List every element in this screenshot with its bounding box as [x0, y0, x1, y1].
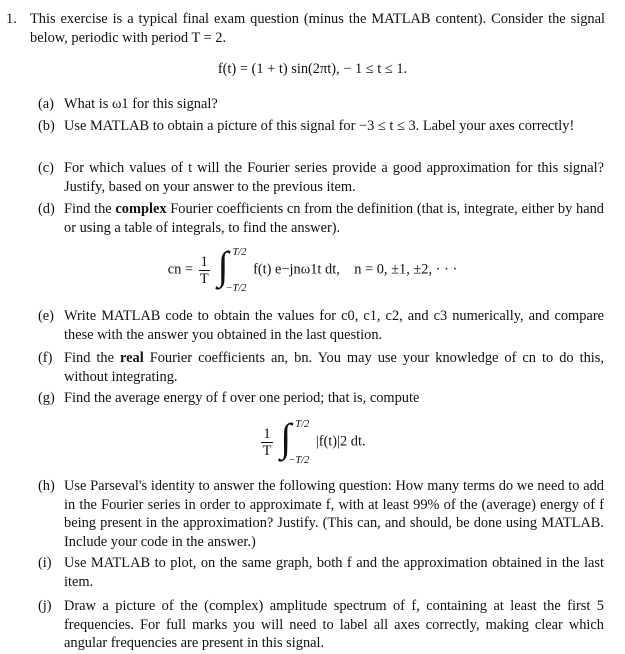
emphasis-bold: real — [119, 350, 144, 366]
item-label: (i) — [38, 555, 52, 571]
item-label: (a) — [38, 96, 54, 112]
item-text: Draw a picture of the (complex) amplitude spectrum of f, containing at least the first 5 frequencies. For full marks you will need to label all axes correctly, making clear which angular frequencies are present in this signal. — [64, 598, 604, 651]
item-label: (g) — [38, 390, 55, 406]
item-text: Find the average energy of f over one period; that is, compute — [64, 390, 420, 406]
item-label: (h) — [38, 478, 55, 494]
item-label: (f) — [38, 350, 53, 366]
integral-sign: ∫ T/2 −T/2 — [217, 243, 247, 294]
item-text: For which values of t will the Fourier series provide a good approximation for this signal? Justify, based on your answer to the previous item. — [64, 160, 604, 195]
fraction: $\frac{1}{T}$ — [262, 425, 272, 459]
item-text: Use MATLAB to plot, on the same graph, both f and the approximation obtained in the last item. — [64, 555, 604, 590]
item-label: (d) — [38, 201, 55, 217]
item-label: (c) — [38, 160, 54, 176]
energy-equation — [0, 415, 625, 466]
coef-integrand: f(t) e−jnω1t dt, — [253, 261, 340, 278]
question-number: 1. — [6, 11, 17, 27]
intro-text: This exercise is a typical final exam question (minus the MATLAB content). Consider the signal below, periodic with period T = 2. — [30, 11, 605, 46]
coefficient-equation — [0, 243, 625, 294]
item-text: Write MATLAB code to obtain the values for c0, c1, c2, and c3 numerically, and compare these with the answer you obtained in the last question. — [64, 308, 604, 343]
item-text: Find the real Fourier coefficients an, bn. You may use your knowledge of cn to do this, without integrating. — [64, 350, 604, 385]
integral-sign: ∫ T/2 −T/2 — [280, 415, 310, 466]
item-text: Use Parseval's identity to answer the following question: How many terms do we need to add in the Fourier series in order to approximate f, with at least 99% of the (average) energy of f being present in the approximation? Justify. (This can, and should, be done using MATLAB. Include your code in the answer.) — [64, 478, 604, 550]
emphasis-bold: complex — [115, 201, 167, 217]
item-label: (e) — [38, 308, 54, 324]
item-text: What is ω1 for this signal? — [64, 96, 218, 112]
item-text: Find the complex Fourier coefficients cn from the definition (that is, integrate, either by hand or using a table of integrals, to find the answer). — [64, 201, 604, 236]
signal-equation: f(t) = (1 + t) sin(2πt), − 1 ≤ t ≤ 1. — [217, 61, 408, 77]
coef-lhs: cn = — [167, 261, 194, 278]
fraction: $\frac{1}{T}$ — [199, 253, 209, 287]
item-label: (b) — [38, 118, 55, 134]
coef-range: n = 0, ±1, ±2, · · · — [354, 261, 458, 278]
item-text: Use MATLAB to obtain a picture of this signal for −3 ≤ t ≤ 3. Label your axes correctly! — [64, 118, 575, 134]
energy-integrand: |f(t)|2 dt. — [315, 433, 366, 450]
item-label: (j) — [38, 598, 52, 614]
